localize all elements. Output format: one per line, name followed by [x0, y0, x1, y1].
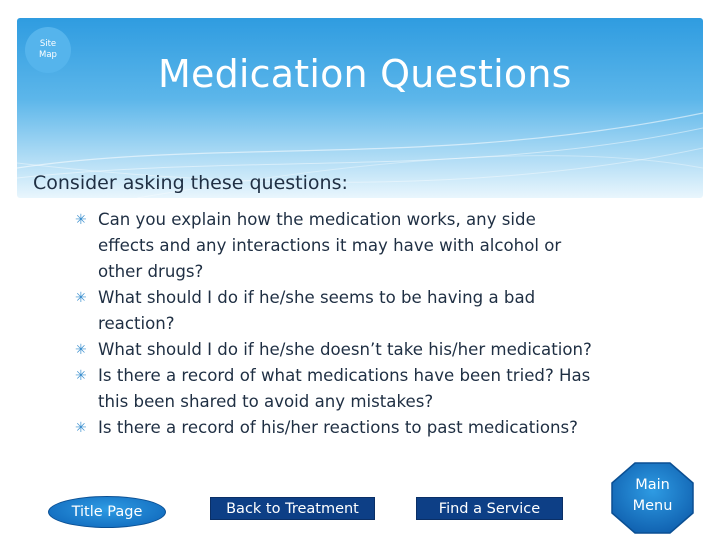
list-item — [75, 207, 675, 285]
question-line: Is there a record of what medications have been tried? Has — [98, 366, 591, 385]
list-item — [75, 415, 675, 441]
list-item — [75, 337, 675, 363]
asterisk-bullet-icon: ✳ — [75, 290, 87, 306]
site-map-label: Site Map — [39, 39, 57, 60]
main-menu-button[interactable] — [611, 462, 694, 534]
asterisk-bullet-icon: ✳ — [75, 212, 87, 228]
intro-text: Consider asking these questions: — [33, 172, 348, 194]
main-menu-label-line: Main — [635, 477, 670, 493]
question-line: reaction? — [98, 314, 175, 333]
list-item — [75, 363, 675, 415]
header-banner — [17, 18, 703, 198]
back-to-treatment-button[interactable]: Back to Treatment — [210, 497, 375, 520]
question-line: What should I do if he/she seems to be having a bad — [98, 288, 536, 307]
list-item — [75, 285, 675, 337]
question-list — [75, 207, 675, 441]
site-map-button[interactable] — [25, 27, 71, 73]
banner-swoosh-lines — [17, 18, 703, 198]
question-line: this been shared to avoid any mistakes? — [98, 392, 434, 411]
question-line: Is there a record of his/her reactions to past medications? — [98, 418, 578, 437]
question-line: effects and any interactions it may have with alcohol or — [98, 236, 562, 255]
asterisk-bullet-icon: ✳ — [75, 368, 87, 384]
asterisk-bullet-icon: ✳ — [75, 342, 87, 358]
find-a-service-button[interactable]: Find a Service — [416, 497, 563, 520]
question-line: other drugs? — [98, 262, 204, 281]
question-line: What should I do if he/she doesn’t take his/her medication? — [98, 340, 592, 359]
asterisk-bullet-icon: ✳ — [75, 420, 87, 436]
main-menu-label — [611, 475, 694, 517]
main-menu-label-line: Menu — [632, 498, 673, 514]
page-title: Medication Questions — [158, 52, 572, 96]
question-line: Can you explain how the medication works, any side — [98, 210, 536, 229]
title-page-button[interactable]: Title Page — [48, 496, 166, 528]
